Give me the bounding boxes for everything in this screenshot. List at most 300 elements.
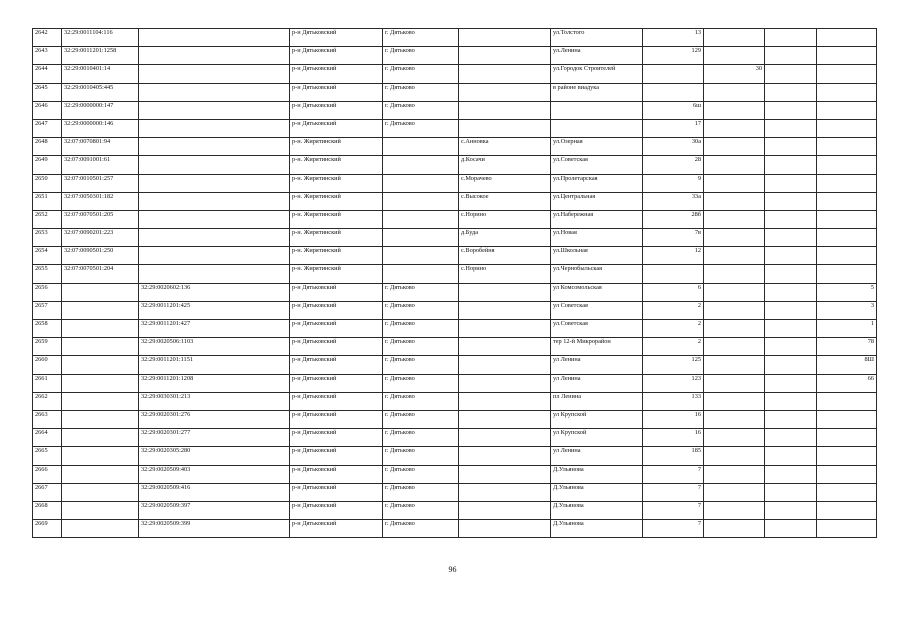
city-cell: г. Дятьково	[383, 501, 459, 519]
cadastral-number-b-cell: 32:29:0011201:427	[139, 320, 290, 338]
street-cell: в районе виадука	[551, 83, 643, 101]
cadastral-number-b-cell: 32:29:0020509:403	[139, 465, 290, 483]
house-number-cell: 6ш	[643, 101, 704, 119]
city-cell: г. Дятьково	[383, 47, 459, 65]
cadastral-number-a-cell	[62, 374, 139, 392]
house-number-cell: 6	[643, 283, 704, 301]
cadastral-number-b-cell: 32:29:0011201:1151	[139, 356, 290, 374]
col-10-cell	[765, 174, 817, 192]
row-number-cell: 2664	[33, 429, 62, 447]
house-number-cell: 17	[643, 119, 704, 137]
row-number-cell: 2669	[33, 520, 62, 538]
cadastral-number-b-cell: 32:29:0011201:425	[139, 301, 290, 319]
row-number-cell: 2666	[33, 465, 62, 483]
village-cell: с.Норино	[459, 210, 551, 228]
village-cell	[459, 320, 551, 338]
house-number-cell	[643, 83, 704, 101]
extra-number-cell	[704, 247, 765, 265]
house-number-cell: 2	[643, 320, 704, 338]
city-cell	[383, 210, 459, 228]
extra-number-cell	[704, 138, 765, 156]
village-cell: с.Воробейня	[459, 247, 551, 265]
cadastral-number-a-cell: 32:29:0011201:1258	[62, 47, 139, 65]
district-cell: р-н Дятьковский	[290, 392, 383, 410]
col-10-cell	[765, 47, 817, 65]
street-cell: ул.Набережная	[551, 210, 643, 228]
district-cell: р-н Дятьковский	[290, 29, 383, 47]
cadastral-number-a-cell	[62, 356, 139, 374]
cadastral-number-b-cell: 32:29:0020506:1103	[139, 338, 290, 356]
col-11-cell	[817, 210, 877, 228]
city-cell: г. Дятьково	[383, 119, 459, 137]
extra-number-cell	[704, 156, 765, 174]
street-cell: ул.Советская	[551, 156, 643, 174]
street-cell: ул Комсомольская	[551, 283, 643, 301]
cadastral-number-b-cell: 32:29:0020301:276	[139, 410, 290, 428]
col-11-cell: 66	[817, 374, 877, 392]
col-11-cell: 5	[817, 283, 877, 301]
extra-number-cell	[704, 83, 765, 101]
city-cell: г. Дятьково	[383, 392, 459, 410]
village-cell: с.Анновка	[459, 138, 551, 156]
district-cell: р-н Дятьковский	[290, 338, 383, 356]
col-10-cell	[765, 156, 817, 174]
city-cell: г. Дятьково	[383, 483, 459, 501]
district-cell: р-н Дятьковский	[290, 47, 383, 65]
table-row	[33, 265, 877, 283]
col-11-cell	[817, 119, 877, 137]
district-cell: р-н Дятьковский	[290, 447, 383, 465]
col-11-cell	[817, 429, 877, 447]
row-number-cell: 2665	[33, 447, 62, 465]
page-number: 96	[448, 565, 457, 574]
table-row	[33, 374, 877, 392]
extra-number-cell	[704, 47, 765, 65]
street-cell: ул.Городок Строителей	[551, 65, 643, 83]
house-number-cell	[643, 265, 704, 283]
table-row	[33, 174, 877, 192]
extra-number-cell	[704, 356, 765, 374]
col-11-cell	[817, 447, 877, 465]
house-number-cell	[643, 65, 704, 83]
house-number-cell: 30а	[643, 138, 704, 156]
village-cell	[459, 301, 551, 319]
table-row	[33, 47, 877, 65]
extra-number-cell	[704, 520, 765, 538]
village-cell	[459, 520, 551, 538]
village-cell	[459, 65, 551, 83]
cadastral-number-b-cell	[139, 119, 290, 137]
cadastral-number-a-cell	[62, 283, 139, 301]
col-11-cell	[817, 520, 877, 538]
cadastral-number-a-cell: 32:29:0000000:146	[62, 119, 139, 137]
cadastral-number-a-cell: 32:07:0090501:250	[62, 247, 139, 265]
city-cell: г. Дятьково	[383, 29, 459, 47]
cadastral-number-b-cell: 32:29:0030301:213	[139, 392, 290, 410]
col-10-cell	[765, 447, 817, 465]
district-cell: р-н. Жирятинский	[290, 192, 383, 210]
house-number-cell: 16	[643, 410, 704, 428]
registry-table-body	[33, 29, 877, 538]
row-number-cell: 2657	[33, 301, 62, 319]
street-cell: Д.Ульянова	[551, 520, 643, 538]
row-number-cell: 2650	[33, 174, 62, 192]
cadastral-number-a-cell: 32:07:0091001:61	[62, 156, 139, 174]
cadastral-number-a-cell: 32:07:0070501:204	[62, 265, 139, 283]
table-row	[33, 301, 877, 319]
col-10-cell	[765, 410, 817, 428]
extra-number-cell	[704, 483, 765, 501]
cadastral-number-b-cell: 32:29:0020301:277	[139, 429, 290, 447]
house-number-cell: 7	[643, 483, 704, 501]
table-row	[33, 229, 877, 247]
table-row	[33, 465, 877, 483]
col-11-cell	[817, 501, 877, 519]
extra-number-cell	[704, 192, 765, 210]
cadastral-number-a-cell	[62, 429, 139, 447]
cadastral-number-a-cell	[62, 410, 139, 428]
cadastral-number-b-cell	[139, 138, 290, 156]
city-cell: г. Дятьково	[383, 83, 459, 101]
row-number-cell: 2655	[33, 265, 62, 283]
table-row	[33, 29, 877, 47]
district-cell: р-н Дятьковский	[290, 483, 383, 501]
village-cell: д.Косачи	[459, 156, 551, 174]
house-number-cell: 28	[643, 156, 704, 174]
cadastral-number-b-cell	[139, 192, 290, 210]
city-cell: г. Дятьково	[383, 374, 459, 392]
extra-number-cell	[704, 320, 765, 338]
col-10-cell	[765, 301, 817, 319]
row-number-cell: 2659	[33, 338, 62, 356]
village-cell	[459, 356, 551, 374]
extra-number-cell	[704, 119, 765, 137]
table-row	[33, 283, 877, 301]
city-cell: г. Дятьково	[383, 338, 459, 356]
city-cell: г. Дятьково	[383, 65, 459, 83]
col-11-cell	[817, 47, 877, 65]
col-10-cell	[765, 247, 817, 265]
cadastral-number-a-cell	[62, 447, 139, 465]
district-cell: р-н Дятьковский	[290, 320, 383, 338]
street-cell: Д.Ульянова	[551, 501, 643, 519]
extra-number-cell	[704, 29, 765, 47]
cadastral-number-b-cell	[139, 210, 290, 228]
col-11-cell	[817, 483, 877, 501]
col-11-cell	[817, 65, 877, 83]
row-number-cell: 2654	[33, 247, 62, 265]
col-11-cell	[817, 465, 877, 483]
district-cell: р-н Дятьковский	[290, 83, 383, 101]
row-number-cell: 2648	[33, 138, 62, 156]
col-10-cell	[765, 374, 817, 392]
city-cell: г. Дятьково	[383, 410, 459, 428]
extra-number-cell	[704, 229, 765, 247]
district-cell: р-н. Жирятинский	[290, 174, 383, 192]
cadastral-number-b-cell	[139, 101, 290, 119]
district-cell: р-н. Жирятинский	[290, 247, 383, 265]
cadastral-number-a-cell	[62, 338, 139, 356]
col-10-cell	[765, 392, 817, 410]
cadastral-number-a-cell: 32:29:0010401:14	[62, 65, 139, 83]
row-number-cell: 2662	[33, 392, 62, 410]
district-cell: р-н Дятьковский	[290, 101, 383, 119]
row-number-cell: 2658	[33, 320, 62, 338]
table-row	[33, 392, 877, 410]
extra-number-cell	[704, 465, 765, 483]
district-cell: р-н Дятьковский	[290, 374, 383, 392]
table-row	[33, 320, 877, 338]
district-cell: р-н. Жирятинский	[290, 138, 383, 156]
district-cell: р-н Дятьковский	[290, 301, 383, 319]
city-cell	[383, 192, 459, 210]
city-cell: г. Дятьково	[383, 429, 459, 447]
table-row	[33, 119, 877, 137]
city-cell: г. Дятьково	[383, 356, 459, 374]
cadastral-number-b-cell	[139, 47, 290, 65]
table-row	[33, 156, 877, 174]
cadastral-number-b-cell	[139, 247, 290, 265]
street-cell: ул.Пролетарская	[551, 174, 643, 192]
col-11-cell	[817, 29, 877, 47]
cadastral-number-a-cell	[62, 392, 139, 410]
cadastral-number-a-cell	[62, 520, 139, 538]
house-number-cell: 33а	[643, 192, 704, 210]
village-cell	[459, 429, 551, 447]
street-cell: ул Крупской	[551, 429, 643, 447]
row-number-cell: 2651	[33, 192, 62, 210]
district-cell: р-н Дятьковский	[290, 283, 383, 301]
col-10-cell	[765, 465, 817, 483]
extra-number-cell	[704, 338, 765, 356]
city-cell: г. Дятьково	[383, 101, 459, 119]
district-cell: р-н. Жирятинский	[290, 229, 383, 247]
city-cell	[383, 156, 459, 174]
col-11-cell: 3	[817, 301, 877, 319]
street-cell: Д.Ульянова	[551, 465, 643, 483]
village-cell	[459, 447, 551, 465]
cadastral-number-b-cell: 32:29:0020509:416	[139, 483, 290, 501]
district-cell: р-н. Жирятинский	[290, 265, 383, 283]
col-10-cell	[765, 356, 817, 374]
extra-number-cell	[704, 429, 765, 447]
house-number-cell: 13	[643, 29, 704, 47]
col-10-cell	[765, 65, 817, 83]
table-row	[33, 101, 877, 119]
table-row	[33, 338, 877, 356]
district-cell: р-н Дятьковский	[290, 465, 383, 483]
village-cell	[459, 283, 551, 301]
cadastral-number-b-cell: 32:29:0020509:399	[139, 520, 290, 538]
row-number-cell: 2642	[33, 29, 62, 47]
district-cell: р-н Дятьковский	[290, 501, 383, 519]
village-cell: с.Высокое	[459, 192, 551, 210]
row-number-cell: 2663	[33, 410, 62, 428]
cadastral-number-b-cell: 32:29:0020305:280	[139, 447, 290, 465]
extra-number-cell	[704, 374, 765, 392]
extra-number-cell	[704, 447, 765, 465]
col-11-cell	[817, 265, 877, 283]
table-row	[33, 138, 877, 156]
row-number-cell: 2647	[33, 119, 62, 137]
col-10-cell	[765, 138, 817, 156]
street-cell	[551, 119, 643, 137]
city-cell	[383, 247, 459, 265]
col-11-cell: 1	[817, 320, 877, 338]
col-10-cell	[765, 229, 817, 247]
village-cell	[459, 483, 551, 501]
cadastral-number-a-cell: 32:29:0011104:116	[62, 29, 139, 47]
col-10-cell	[765, 210, 817, 228]
village-cell	[459, 83, 551, 101]
col-10-cell	[765, 101, 817, 119]
house-number-cell: 7	[643, 520, 704, 538]
row-number-cell: 2649	[33, 156, 62, 174]
col-10-cell	[765, 83, 817, 101]
extra-number-cell	[704, 174, 765, 192]
cadastral-number-a-cell	[62, 483, 139, 501]
district-cell: р-н Дятьковский	[290, 65, 383, 83]
table-row	[33, 356, 877, 374]
street-cell: тер 12-й Микрорайон	[551, 338, 643, 356]
col-11-cell	[817, 138, 877, 156]
house-number-cell: 9	[643, 174, 704, 192]
registry-table	[32, 28, 877, 538]
extra-number-cell	[704, 210, 765, 228]
street-cell: пл Ленина	[551, 392, 643, 410]
city-cell	[383, 138, 459, 156]
house-number-cell: 12	[643, 247, 704, 265]
col-10-cell	[765, 192, 817, 210]
col-11-cell: 78	[817, 338, 877, 356]
table-row	[33, 65, 877, 83]
extra-number-cell	[704, 283, 765, 301]
col-11-cell	[817, 229, 877, 247]
row-number-cell: 2646	[33, 101, 62, 119]
row-number-cell: 2656	[33, 283, 62, 301]
street-cell: ул.Чернобыльская	[551, 265, 643, 283]
city-cell	[383, 229, 459, 247]
extra-number-cell	[704, 392, 765, 410]
city-cell	[383, 174, 459, 192]
cadastral-number-a-cell	[62, 501, 139, 519]
house-number-cell: 129	[643, 47, 704, 65]
col-10-cell	[765, 283, 817, 301]
table-row	[33, 501, 877, 519]
extra-number-cell: 30	[704, 65, 765, 83]
street-cell: Д.Ульянова	[551, 483, 643, 501]
table-row	[33, 210, 877, 228]
city-cell: г. Дятьково	[383, 447, 459, 465]
house-number-cell: 7в	[643, 229, 704, 247]
house-number-cell: 7	[643, 501, 704, 519]
col-10-cell	[765, 29, 817, 47]
village-cell	[459, 410, 551, 428]
house-number-cell: 28б	[643, 210, 704, 228]
street-cell: ул.Центральная	[551, 192, 643, 210]
district-cell: р-н Дятьковский	[290, 410, 383, 428]
cadastral-number-b-cell	[139, 156, 290, 174]
extra-number-cell	[704, 265, 765, 283]
cadastral-number-a-cell	[62, 465, 139, 483]
district-cell: р-н Дятьковский	[290, 429, 383, 447]
house-number-cell: 7	[643, 465, 704, 483]
cadastral-number-b-cell: 32:29:0020509:397	[139, 501, 290, 519]
street-cell: ул Советская	[551, 301, 643, 319]
table-row	[33, 447, 877, 465]
row-number-cell: 2661	[33, 374, 62, 392]
street-cell: ул.Советская	[551, 320, 643, 338]
col-11-cell	[817, 392, 877, 410]
street-cell: ул Ленина	[551, 447, 643, 465]
col-11-cell	[817, 410, 877, 428]
col-11-cell: 8Ш	[817, 356, 877, 374]
village-cell	[459, 465, 551, 483]
col-11-cell	[817, 83, 877, 101]
district-cell: р-н Дятьковский	[290, 520, 383, 538]
col-11-cell	[817, 156, 877, 174]
cadastral-number-a-cell	[62, 320, 139, 338]
street-cell: ул Крупской	[551, 410, 643, 428]
col-11-cell	[817, 192, 877, 210]
street-cell	[551, 101, 643, 119]
cadastral-number-b-cell	[139, 265, 290, 283]
district-cell: р-н. Жирятинский	[290, 156, 383, 174]
village-cell: с.Норино	[459, 265, 551, 283]
street-cell: ул.Школьная	[551, 247, 643, 265]
table-row	[33, 429, 877, 447]
city-cell: г. Дятьково	[383, 520, 459, 538]
house-number-cell: 125	[643, 356, 704, 374]
col-11-cell	[817, 247, 877, 265]
village-cell	[459, 29, 551, 47]
cadastral-number-b-cell	[139, 229, 290, 247]
row-number-cell: 2667	[33, 483, 62, 501]
village-cell: д.Буда	[459, 229, 551, 247]
city-cell: г. Дятьково	[383, 320, 459, 338]
col-10-cell	[765, 265, 817, 283]
col-11-cell	[817, 101, 877, 119]
table-row	[33, 520, 877, 538]
district-cell: р-н. Жирятинский	[290, 210, 383, 228]
row-number-cell: 2660	[33, 356, 62, 374]
cadastral-number-a-cell: 32:07:0050301:182	[62, 192, 139, 210]
col-10-cell	[765, 483, 817, 501]
village-cell	[459, 101, 551, 119]
row-number-cell: 2653	[33, 229, 62, 247]
city-cell	[383, 265, 459, 283]
cadastral-number-a-cell: 32:29:0010405:445	[62, 83, 139, 101]
row-number-cell: 2652	[33, 210, 62, 228]
house-number-cell: 16	[643, 429, 704, 447]
cadastral-number-a-cell: 32:07:0010501:257	[62, 174, 139, 192]
district-cell: р-н Дятьковский	[290, 356, 383, 374]
house-number-cell: 185	[643, 447, 704, 465]
village-cell	[459, 501, 551, 519]
table-row	[33, 247, 877, 265]
table-row	[33, 192, 877, 210]
row-number-cell: 2644	[33, 65, 62, 83]
table-row	[33, 83, 877, 101]
cadastral-number-a-cell	[62, 301, 139, 319]
cadastral-number-b-cell	[139, 29, 290, 47]
street-cell: ул.Ленина	[551, 47, 643, 65]
street-cell: ул.Новая	[551, 229, 643, 247]
street-cell: ул.Озерная	[551, 138, 643, 156]
table-row	[33, 410, 877, 428]
street-cell: ул Ленина	[551, 374, 643, 392]
district-cell: р-н Дятьковский	[290, 119, 383, 137]
